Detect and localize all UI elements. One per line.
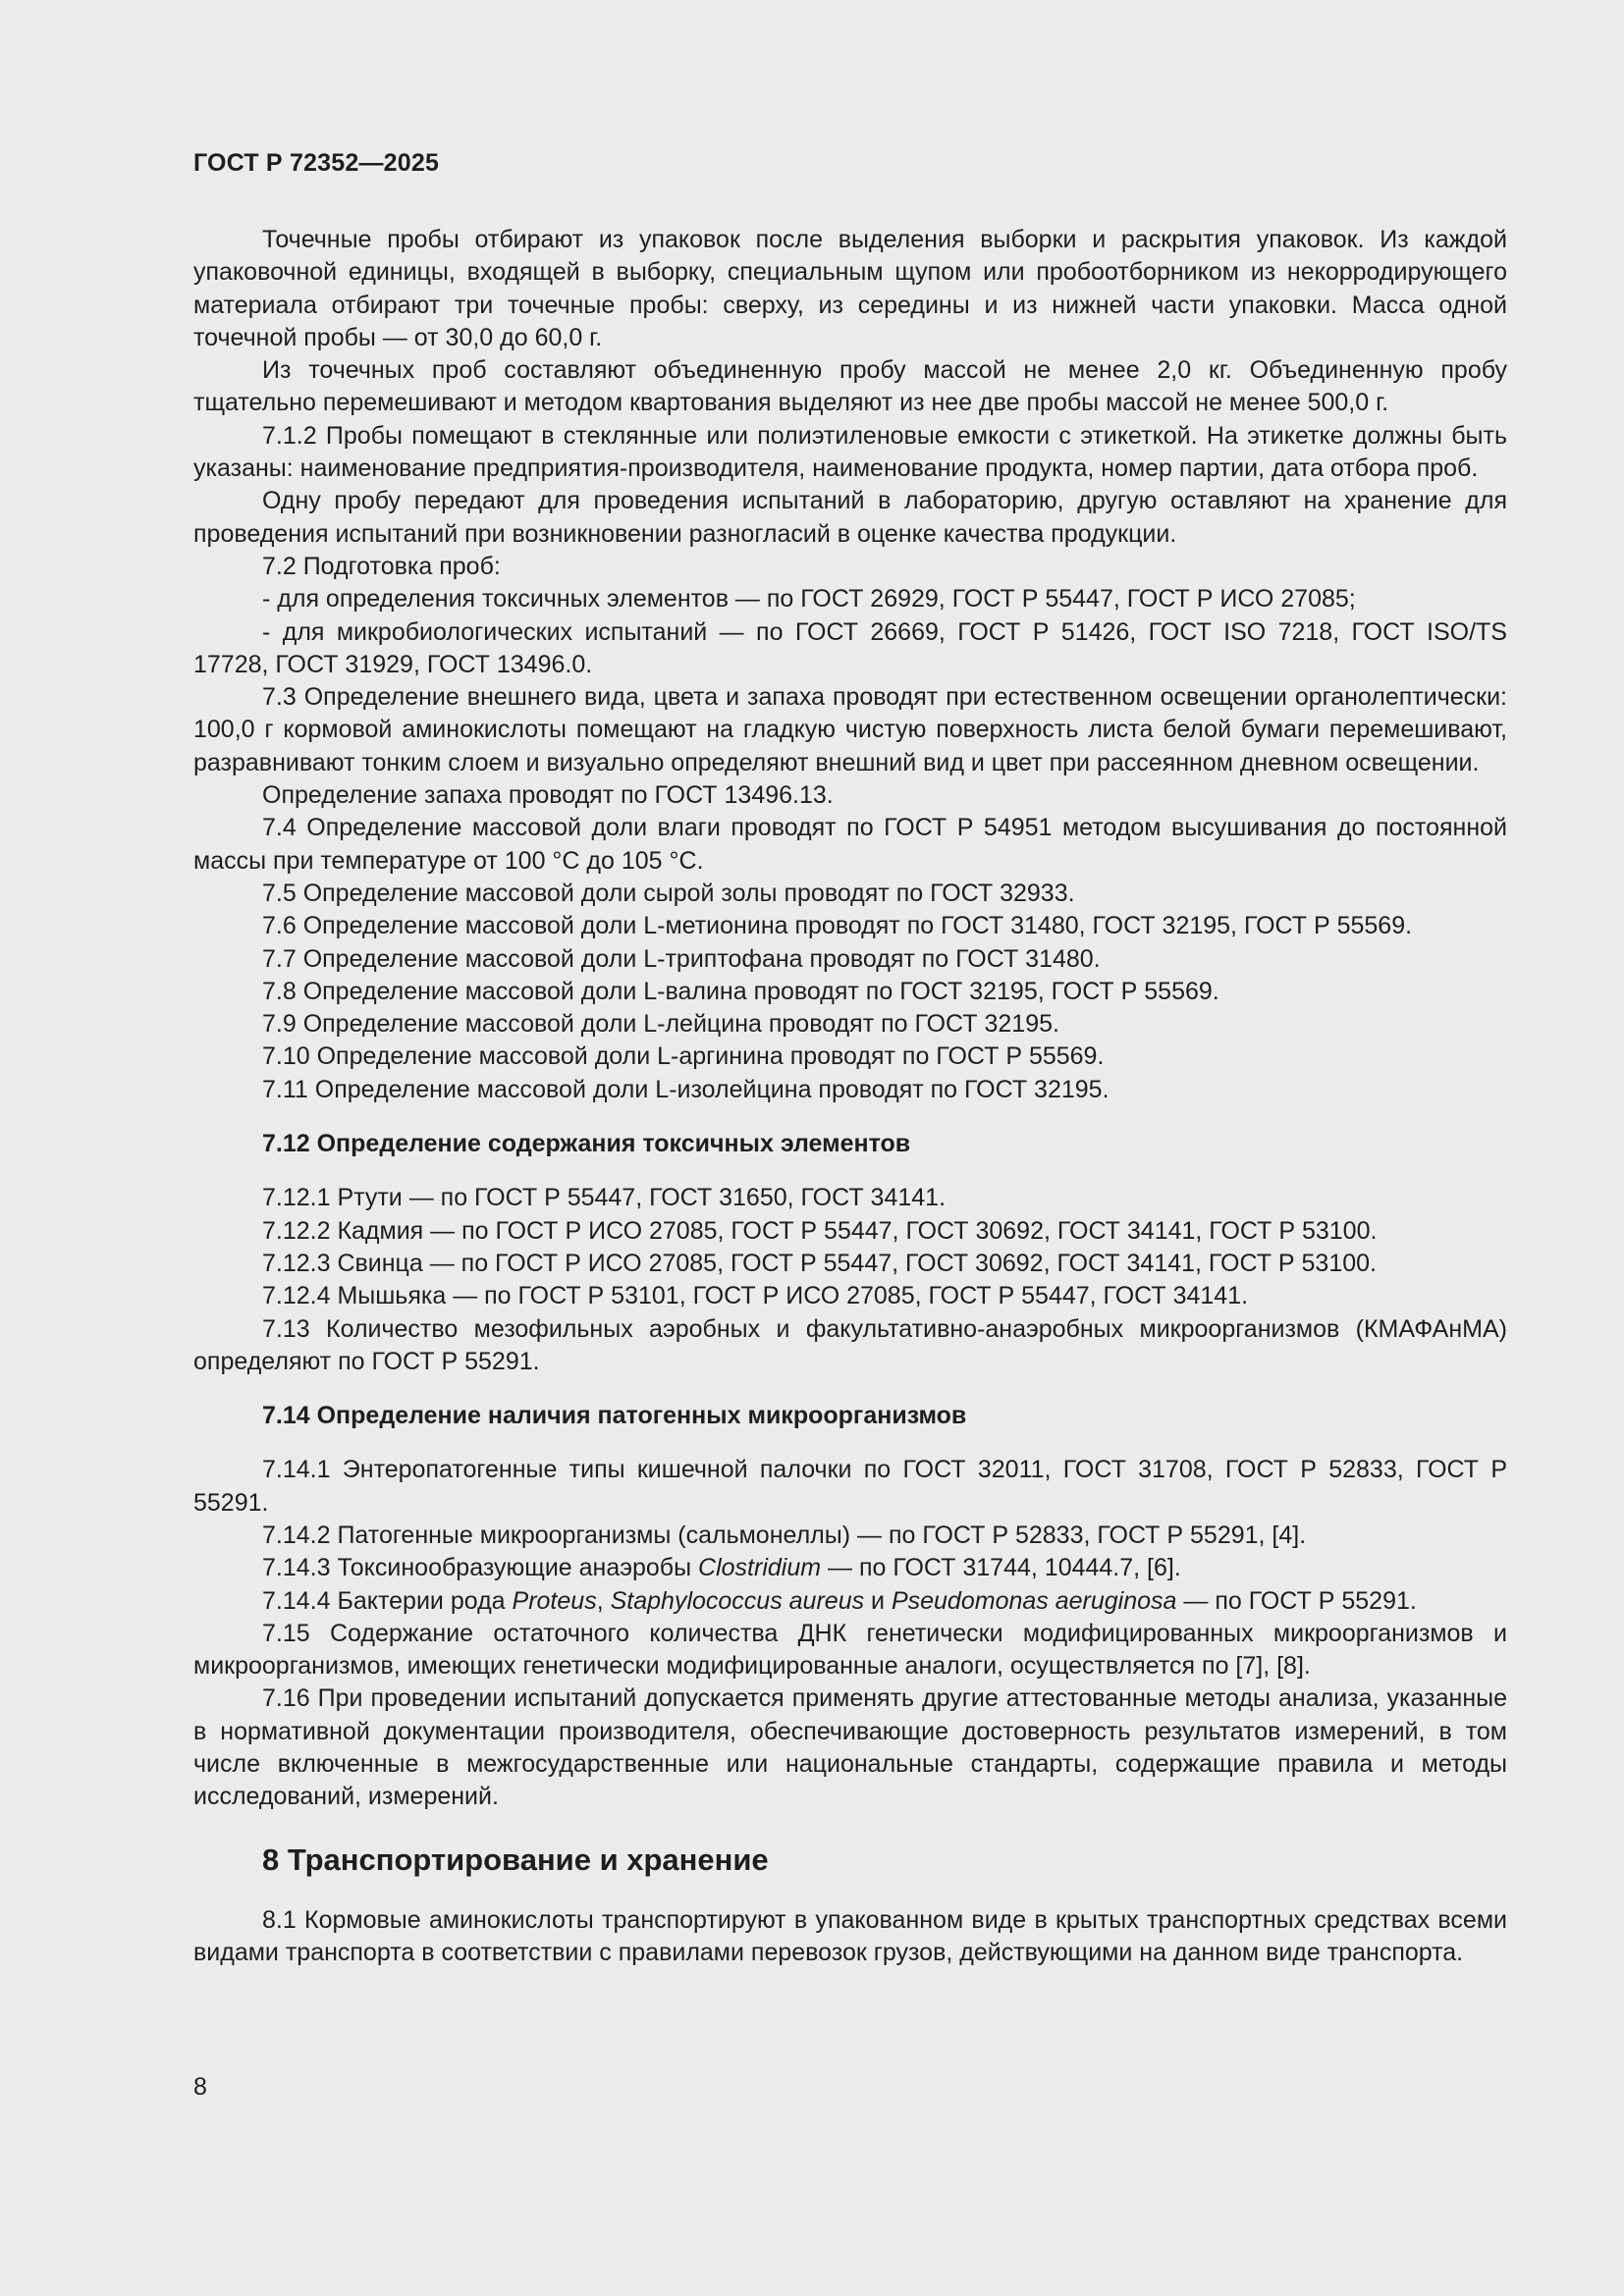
paragraph: 7.3 Определение внешнего вида, цвета и запаха проводят при естественном освещении органолептически: 100,0 г кормовой аминокислоты помещают на гладкую чистую поверхность листа белой бумаги перемешивают, разравнивают тонким слоем и визуально определяют внешний вид и цвет при рассеянном дневном освещении. xyxy=(193,683,1507,776)
text-run: 7.14.3 Токсинообразующие анаэробы xyxy=(262,1554,699,1582)
paragraph-7-14-4 xyxy=(193,1585,1507,1618)
paragraph-group-b xyxy=(193,1182,1507,1378)
paragraph-group-e xyxy=(193,1904,1507,1970)
paragraph: 7.16 При проведении испытаний допускается применять другие аттестованные методы анализа, указанные в нормативной документации производителя, обеспечивающие достоверность результатов измерений, в том числе включенные в межгосударственные или национальные стандарты, содержащие правила и методы исследований, измерений. xyxy=(193,1684,1507,1811)
paragraph: 7.13 Количество мезофильных аэробных и факультативно-анаэробных микроорганизмов (КМАФАнМА) определяют по ГОСТ Р 55291. xyxy=(193,1314,1507,1375)
paragraph: 7.5 Определение массовой доли сырой золы проводят по ГОСТ 32933. xyxy=(262,879,1075,907)
paragraph-7-14-3 xyxy=(193,1552,1507,1584)
paragraph: 7.6 Определение массовой доли L-метионина проводят по ГОСТ 31480, ГОСТ 32195, ГОСТ Р 55569. xyxy=(262,912,1413,940)
text-run: — по ГОСТ 31744, 10444.7, [6]. xyxy=(821,1554,1181,1582)
text-run: 7.14.4 Бактерии рода xyxy=(262,1586,513,1615)
paragraph: 7.15 Содержание остаточного количества ДНК генетически модифицированных микроорганизмов и микроорганизмов, имеющих генетически модифицированные аналоги, осуществляется по [7], [8]. xyxy=(193,1619,1507,1681)
paragraph: Точечные пробы отбирают из упаковок после выделения выборки и раскрытия упаковок. Из каждой упаковочной единицы, входящей в выборку, специальным щупом или пробоотборником из некорродирующего материала отбирают три точечные пробы: сверху, из середины и из нижней части упаковки. Масса одной точечной пробы — от 30,0 до 60,0 г. xyxy=(193,226,1507,351)
paragraph: 7.14.1 Энтеропатогенные типы кишечной палочки по ГОСТ 32011, ГОСТ 31708, ГОСТ Р 52833, ГОСТ Р 55291. xyxy=(193,1456,1507,1517)
document-body xyxy=(193,224,1507,1969)
paragraph: 7.1.2 Пробы помещают в стеклянные или полиэтиленовые емкости с этикеткой. На этикетке должны быть указаны: наименование предприятия-производителя, наименование продукта, номер партии, дата отбора проб. xyxy=(193,421,1507,483)
paragraph-group-a xyxy=(193,224,1507,1106)
page-number: 8 xyxy=(193,2073,207,2101)
italic-organism: Clostridium xyxy=(698,1554,822,1582)
paragraph: 7.11 Определение массовой доли L-изолейцина проводят по ГОСТ 32195. xyxy=(262,1075,1110,1103)
paragraph: Одну пробу передают для проведения испытаний в лабораторию, другую оставляют на хранение для проведения испытаний при возникновении разногласий в оценке качества продукции. xyxy=(193,487,1507,548)
paragraph: 7.8 Определение массовой доли L-валина проводят по ГОСТ 32195, ГОСТ Р 55569. xyxy=(262,977,1219,1005)
text-run: и xyxy=(864,1586,892,1615)
paragraph: 7.12.3 Свинца — по ГОСТ Р ИСО 27085, ГОСТ Р 55447, ГОСТ 30692, ГОСТ 34141, ГОСТ Р 53100. xyxy=(262,1249,1377,1277)
section-heading-8: 8 Транспортирование и хранение xyxy=(262,1842,769,1877)
paragraph: 8.1 Кормовые аминокислоты транспортируют в упакованном виде в крытых транспортных средствах всеми видами транспорта в соответствии с правилами перевозок грузов, действующими на данном виде транспорта. xyxy=(193,1905,1507,1966)
paragraph: Определение запаха проводят по ГОСТ 13496.13. xyxy=(262,781,834,810)
standard-header: ГОСТ Р 72352—2025 xyxy=(193,149,440,177)
paragraph: 7.12.4 Мышьяка — по ГОСТ Р 53101, ГОСТ Р ИСО 27085, ГОСТ Р 55447, ГОСТ 34141. xyxy=(262,1282,1249,1310)
list-item: - для микробиологических испытаний — по ГОСТ 26669, ГОСТ Р 51426, ГОСТ ISO 7218, ГОСТ ISO/TS 17728, ГОСТ 31929, ГОСТ 13496.0. xyxy=(193,617,1507,678)
paragraph: 7.2 Подготовка проб: xyxy=(262,552,501,580)
list-item: - для определения токсичных элементов — по ГОСТ 26929, ГОСТ Р 55447, ГОСТ Р ИСО 27085; xyxy=(262,585,1356,614)
paragraph: 7.9 Определение массовой доли L-лейцина проводят по ГОСТ 32195. xyxy=(262,1010,1059,1039)
paragraph: 7.7 Определение массовой доли L-триптофана проводят по ГОСТ 31480. xyxy=(262,944,1101,973)
text-run: — по ГОСТ Р 55291. xyxy=(1176,1586,1417,1615)
paragraph-group-c xyxy=(193,1454,1507,1813)
subsection-heading-7-14: 7.14 Определение наличия патогенных микроорганизмов xyxy=(262,1402,967,1430)
italic-organism: Pseudomonas aeruginosa xyxy=(891,1586,1177,1615)
text-run: , xyxy=(596,1586,611,1615)
paragraph: 7.12.1 Ртути — по ГОСТ Р 55447, ГОСТ 31650, ГОСТ 34141. xyxy=(262,1184,947,1212)
paragraph: 7.14.2 Патогенные микроорганизмы (сальмонеллы) — по ГОСТ Р 52833, ГОСТ Р 55291, [4]. xyxy=(262,1521,1307,1549)
paragraph: Из точечных проб составляют объединенную пробу массой не менее 2,0 кг. Объединенную пробу тщательно перемешивают и методом квартования выделяют из нее две пробы массой не менее 500,0 г. xyxy=(193,356,1507,417)
paragraph: 7.12.2 Кадмия — по ГОСТ Р ИСО 27085, ГОСТ Р 55447, ГОСТ 30692, ГОСТ 34141, ГОСТ Р 53100. xyxy=(262,1216,1378,1245)
paragraph: 7.10 Определение массовой доли L-аргинина проводят по ГОСТ Р 55569. xyxy=(262,1042,1105,1071)
subsection-heading-7-12: 7.12 Определение содержания токсичных элементов xyxy=(262,1130,911,1158)
italic-organism: Staphylococcus aureus xyxy=(610,1586,865,1615)
paragraph: 7.4 Определение массовой доли влаги проводят по ГОСТ Р 54951 методом высушивания до постоянной массы при температуре от 100 °С до 105 °С. xyxy=(193,814,1507,875)
italic-organism: Proteus xyxy=(512,1586,597,1615)
